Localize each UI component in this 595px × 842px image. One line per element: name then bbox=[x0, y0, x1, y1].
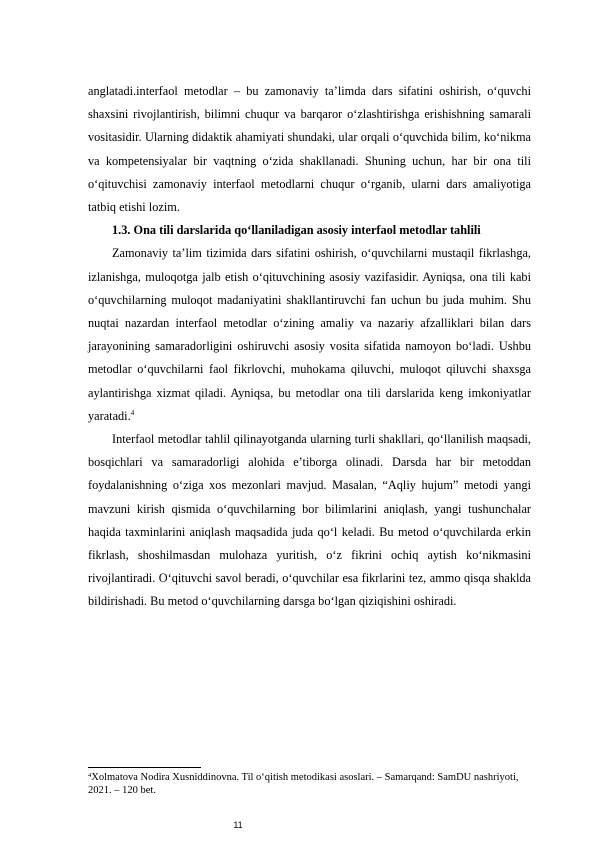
footnote-marker: 4 bbox=[88, 772, 92, 779]
footnote-divider bbox=[88, 767, 201, 768]
footnote bbox=[88, 771, 531, 797]
page-number: 11 bbox=[233, 820, 243, 830]
paragraph-continuation: anglatadi.interfaol metodlar – bu zamonaviy ta’limda dars sifatini oshirish, o‘quvchi shaxsini rivojlantirish, bilimni chuqur va barqaror o‘zlashtirishga erishishning samarali vositasidir. Ularning didaktik ahamiyati shundaki, ular orqali o‘quvchida bilim, ko‘nikma va kompetensiyalar bir vaqtning o‘zida shakllanadi. Shuning uchun, har bir ona tili o‘qituvchisi zamonaviy interfaol metodlarni chuqur o‘rganib, ularni dars amaliyotiga tatbiq etishi lozim. bbox=[88, 84, 531, 215]
page-body bbox=[88, 80, 531, 614]
section-heading: 1.3. Ona tili darslarida qo‘llaniladigan asosiy interfaol metodlar tahlili bbox=[112, 223, 481, 238]
footnote-reference[interactable]: 4 bbox=[130, 408, 135, 417]
paragraph-analysis: Interfaol metodlar tahlil qilinayotganda ularning turli shakllari, qo‘llanilish maqsadi, bosqichlari va samaradorligi alohida e’tiborga olinadi. Darsda har bir metoddan foydalanishning o‘ziga xos mezonlari mavjud. Masalan, “Aqliy hujum” metodi yangi mavzuni kirish qismida o‘quvchilarning bor bilimlarini aniqlash, yangi tushunchalar haqida taxminlarini aniqlash maqsadida juda qo‘l keladi. Bu metod o‘quvchilarda erkin fikrlash, shoshilmasdan mulohaza yuritish, o‘z fikrini ochiq aytish ko‘nikmasini rivojlantiradi. O‘qituvchi savol beradi, o‘quvchilar esa fikrlarini tez, ammo qisqa shaklda bildirishadi. Bu metod o‘quvchilarning darsga bo‘lgan qiziqishini oshiradi. bbox=[88, 432, 531, 609]
paragraph-intro bbox=[88, 242, 531, 428]
paragraph-intro-text: Zamonaviy ta’lim tizimida dars sifatini oshirish, o‘quvchilarni mustaqil fikrlashga, izlanishga, muloqotga jalb etish o‘qituvchining asosiy vazifasidir. Ayniqsa, ona tili kabi o‘quvchilarning muloqot madaniyatini shakllantiruvchi fan uchun bu juda muhim. Shu nuqtai nazardan interfaol metodlar o‘zining amaliy va nazariy afzalliklari bilan dars jarayonining samaradorligini oshiruvchi asosiy vosita sifatida namoyon bo‘ladi. Ushbu metodlar o‘quvchilarni faol fikrlovchi, muhokama qiluvchi, muloqot qiluvchi shaxsga aylantirishga xizmat qiladi. Ayniqsa, bu metodlar ona tili darslarida keng imkoniyatlar yaratadi. bbox=[88, 246, 531, 423]
footnote-text: Xolmatova Nodira Xusniddinovna. Til o‘qitish metodikasi asoslari. – Samarqand: SamDU nashriyoti, 2021. – 120 bet. bbox=[88, 772, 519, 796]
